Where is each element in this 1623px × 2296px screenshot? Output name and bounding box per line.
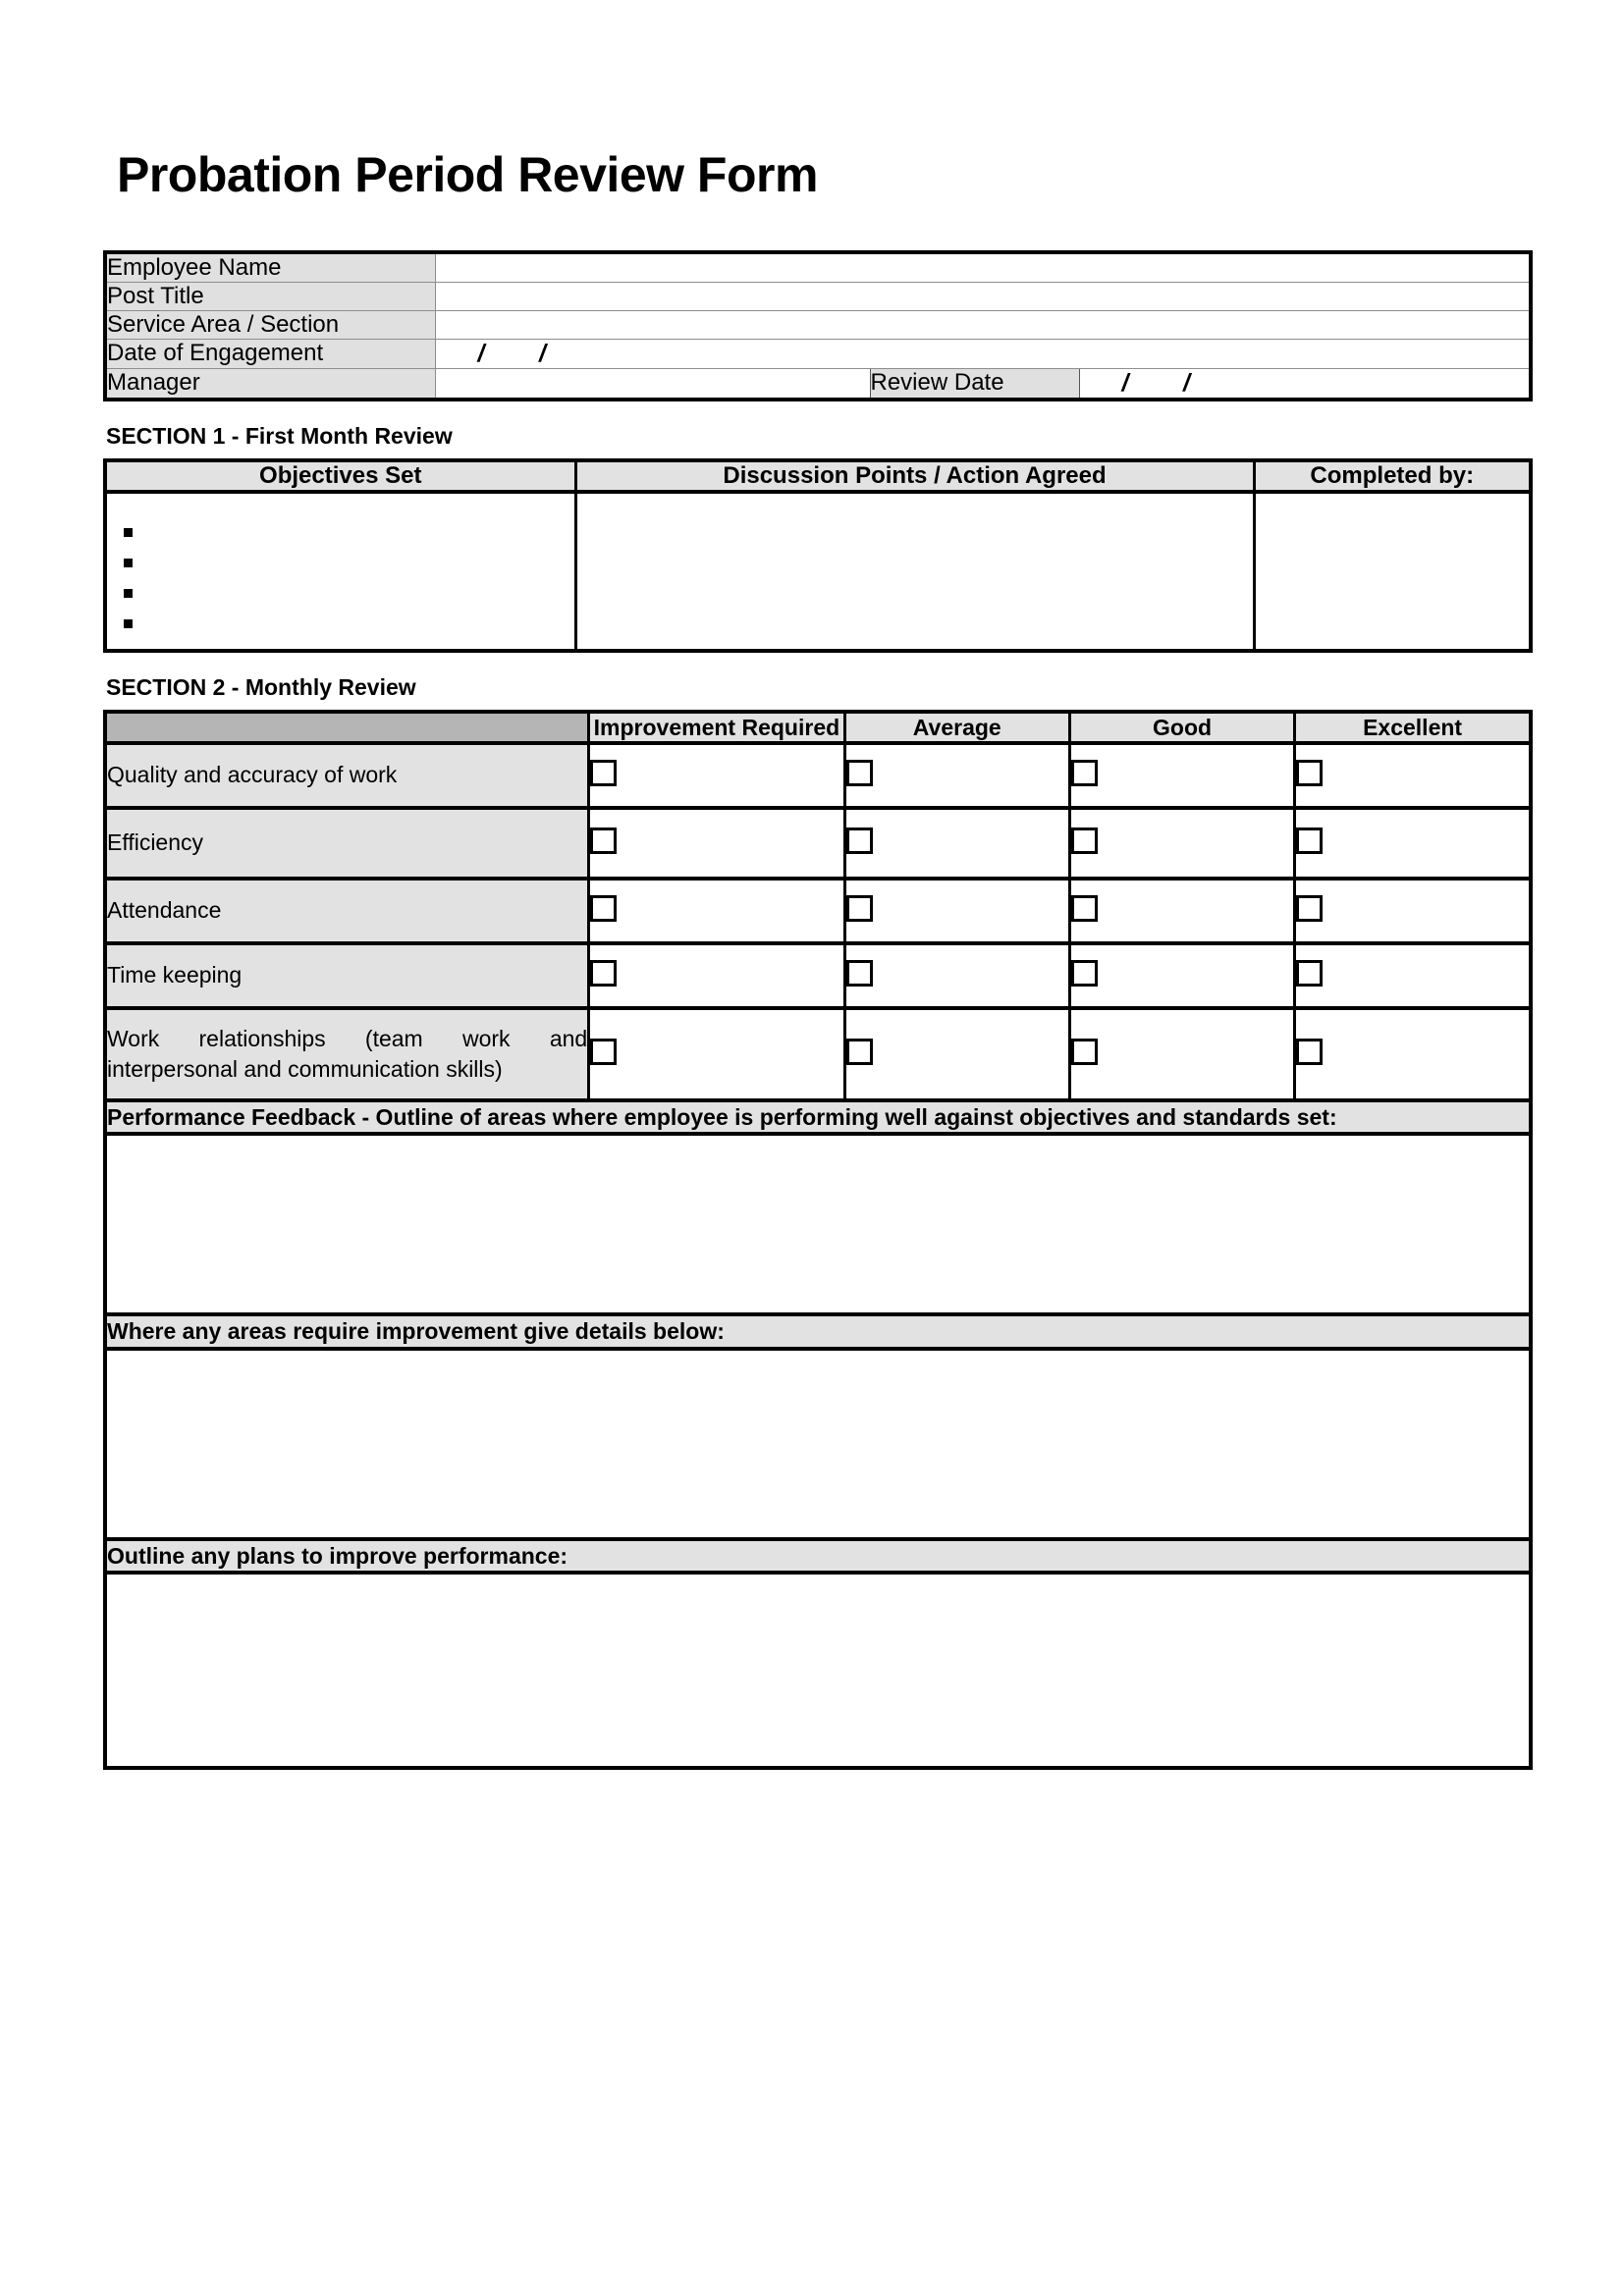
field-review-date[interactable] xyxy=(1079,368,1529,398)
list-item[interactable] xyxy=(124,580,574,611)
checkbox-icon[interactable] xyxy=(846,760,873,786)
table-row xyxy=(107,310,1529,339)
section-2-frame xyxy=(103,710,1533,1771)
column-header-improvement-required: Improvement Required xyxy=(589,714,844,743)
employee-details-section xyxy=(103,250,1525,401)
employee-details-table xyxy=(107,254,1529,398)
checkbox-cell-efficiency-excellent[interactable] xyxy=(1295,808,1529,879)
checkbox-cell-time-keeping-average[interactable] xyxy=(844,943,1069,1008)
checkbox-cell-work-relationships-good[interactable] xyxy=(1069,1008,1294,1100)
label-post-title: Post Title xyxy=(107,282,435,310)
checkbox-icon[interactable] xyxy=(1071,760,1098,786)
table-header-row xyxy=(107,462,1529,492)
list-item[interactable] xyxy=(124,550,574,580)
checkbox-cell-attendance-average[interactable] xyxy=(844,879,1069,943)
checkbox-icon[interactable] xyxy=(1296,895,1323,922)
criteria-label-work-relationships: Work relationships (team work and interpersonal and communication skills) xyxy=(107,1008,589,1100)
column-header-objectives-set: Objectives Set xyxy=(107,462,575,492)
criteria-label-attendance: Attendance xyxy=(107,879,589,943)
checkbox-cell-quality-average[interactable] xyxy=(844,743,1069,808)
field-areas-require-improvement[interactable] xyxy=(107,1349,1529,1539)
column-header-average: Average xyxy=(844,714,1069,743)
field-discussion-points[interactable] xyxy=(575,492,1254,649)
field-completed-by[interactable] xyxy=(1254,492,1529,649)
table-row xyxy=(107,1314,1529,1349)
table-row xyxy=(107,1573,1529,1766)
table-row xyxy=(107,492,1529,649)
field-post-title[interactable] xyxy=(435,282,1529,310)
checkbox-icon[interactable] xyxy=(846,960,873,987)
checkbox-icon[interactable] xyxy=(1296,960,1323,987)
checkbox-cell-work-relationships-average[interactable] xyxy=(844,1008,1069,1100)
page-content xyxy=(103,0,1525,1770)
section-1-heading: SECTION 1 - First Month Review xyxy=(106,422,453,449)
employee-details-frame xyxy=(103,250,1533,401)
criteria-label-quality-and-accuracy-of-work: Quality and accuracy of work xyxy=(107,743,589,808)
areas-require-improvement-heading: Where any areas require improvement give details below: xyxy=(107,1314,1529,1349)
checkbox-icon[interactable] xyxy=(1296,1039,1323,1065)
checkbox-icon[interactable] xyxy=(1071,960,1098,987)
table-row xyxy=(107,1539,1529,1574)
checkbox-cell-work-relationships-excellent[interactable] xyxy=(1295,1008,1529,1100)
checkbox-cell-attendance-excellent[interactable] xyxy=(1295,879,1529,943)
table-header-row xyxy=(107,714,1529,743)
column-header-excellent: Excellent xyxy=(1295,714,1529,743)
checkbox-cell-time-keeping-improvement-required[interactable] xyxy=(589,943,844,1008)
checkbox-icon[interactable] xyxy=(1296,828,1323,854)
table-row xyxy=(107,1100,1529,1135)
review-date-slashes: / / xyxy=(1121,368,1190,397)
section-2-table xyxy=(107,714,1529,1767)
label-review-date: Review Date xyxy=(870,368,1079,398)
checkbox-icon[interactable] xyxy=(1296,760,1323,786)
column-header-discussion-points: Discussion Points / Action Agreed xyxy=(575,462,1254,492)
date-slashes: / / xyxy=(477,339,546,367)
field-objectives-set[interactable] xyxy=(107,492,575,649)
table-row xyxy=(107,339,1529,368)
field-service-area-section[interactable] xyxy=(435,310,1529,339)
table-row xyxy=(107,943,1529,1008)
checkbox-cell-quality-improvement-required[interactable] xyxy=(589,743,844,808)
checkbox-icon[interactable] xyxy=(846,828,873,854)
checkbox-cell-efficiency-improvement-required[interactable] xyxy=(589,808,844,879)
table-row xyxy=(107,1134,1529,1314)
checkbox-icon[interactable] xyxy=(846,1039,873,1065)
plans-to-improve-heading: Outline any plans to improve performance: xyxy=(107,1539,1529,1574)
field-manager[interactable] xyxy=(435,368,870,398)
objectives-bullet-list xyxy=(107,502,574,641)
checkbox-cell-quality-good[interactable] xyxy=(1069,743,1294,808)
list-item[interactable] xyxy=(124,519,574,550)
checkbox-cell-quality-excellent[interactable] xyxy=(1295,743,1529,808)
label-manager: Manager xyxy=(107,368,435,398)
checkbox-cell-time-keeping-excellent[interactable] xyxy=(1295,943,1529,1008)
checkbox-icon[interactable] xyxy=(590,828,617,854)
section-2-heading: SECTION 2 - Monthly Review xyxy=(106,673,416,700)
performance-feedback-heading: Performance Feedback - Outline of areas where employee is performing well against objectives and standards set: xyxy=(107,1100,1529,1135)
checkbox-icon[interactable] xyxy=(590,960,617,987)
checkbox-icon[interactable] xyxy=(1071,828,1098,854)
table-row xyxy=(107,254,1529,283)
table-row xyxy=(107,1349,1529,1539)
criteria-label-efficiency: Efficiency xyxy=(107,808,589,879)
table-row xyxy=(107,743,1529,808)
page-title: Probation Period Review Form xyxy=(117,147,818,202)
label-date-of-engagement: Date of Engagement xyxy=(107,339,435,368)
checkbox-cell-efficiency-good[interactable] xyxy=(1069,808,1294,879)
table-row xyxy=(107,808,1529,879)
checkbox-icon[interactable] xyxy=(1071,895,1098,922)
checkbox-icon[interactable] xyxy=(590,895,617,922)
checkbox-cell-efficiency-average[interactable] xyxy=(844,808,1069,879)
field-performance-feedback[interactable] xyxy=(107,1134,1529,1314)
table-row xyxy=(107,368,1529,398)
column-header-completed-by: Completed by: xyxy=(1254,462,1529,492)
checkbox-cell-time-keeping-good[interactable] xyxy=(1069,943,1294,1008)
checkbox-icon[interactable] xyxy=(590,1039,617,1065)
checkbox-cell-attendance-good[interactable] xyxy=(1069,879,1294,943)
label-employee-name: Employee Name xyxy=(107,254,435,283)
section-1-table xyxy=(107,462,1529,649)
checkbox-cell-attendance-improvement-required[interactable] xyxy=(589,879,844,943)
checkbox-icon[interactable] xyxy=(1071,1039,1098,1065)
field-plans-to-improve[interactable] xyxy=(107,1573,1529,1766)
section-1-frame xyxy=(103,458,1533,653)
checkbox-cell-work-relationships-improvement-required[interactable] xyxy=(589,1008,844,1100)
table-row xyxy=(107,282,1529,310)
label-service-area-section: Service Area / Section xyxy=(107,310,435,339)
table-row xyxy=(107,879,1529,943)
criteria-column-header-blank xyxy=(107,714,589,743)
field-date-of-engagement[interactable] xyxy=(435,339,1529,368)
checkbox-icon[interactable] xyxy=(846,895,873,922)
column-header-good: Good xyxy=(1069,714,1294,743)
criteria-label-time-keeping: Time keeping xyxy=(107,943,589,1008)
list-item[interactable] xyxy=(124,611,574,641)
table-row xyxy=(107,1008,1529,1100)
checkbox-icon[interactable] xyxy=(590,760,617,786)
field-employee-name[interactable] xyxy=(435,254,1529,283)
